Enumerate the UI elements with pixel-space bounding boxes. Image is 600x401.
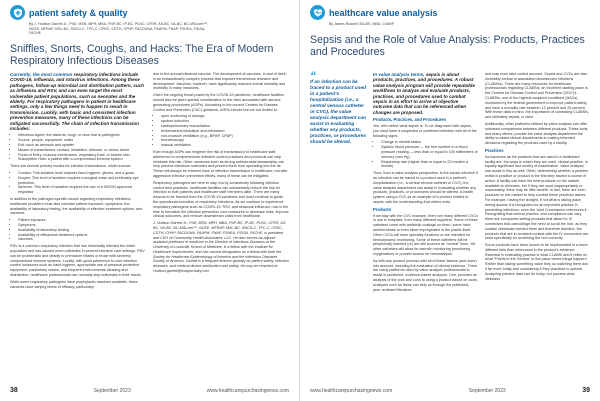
left-lead-paragraph <box>10 72 146 131</box>
issue-date: September 2023 <box>93 387 131 394</box>
list-item: • Systolic blood pressure — the first number in a blood pressure reading — less than or equal to 100 millimeters of mercury (mm Hg) <box>381 145 478 159</box>
shield-cross-icon <box>10 5 25 20</box>
quote-mark-icon: “ <box>310 69 316 83</box>
right-category-header <box>310 5 590 20</box>
left-lead-text: respiratory infections include COVID-19, influenza, and rotavirus infections. Among these pathogens, follow-up microbial and distribution pattern, such as influenza and RSV, and can even target the most vulnerable patient populations, such as neonates and the elderly. For respiratory pathogens in patient in healthcare settings, only a few things need to happen to result in transmission. Luckily, with basic and consistent infection prevention measures, many of these infections can be mitigated successfully. The chain of infection transmission includes: <box>10 72 144 132</box>
list-item: • bronchoscopy <box>161 138 289 143</box>
body-paragraph: RSV is a common respiratory infection that has historically infected the infant population and has caused more outbreaks in several intensive care settings. RSV can be problematic and deadly to premature infants or those with severely compromised immune systems. Luckily, with good adherence to core infection control measures such as hand hygiene, appropriate use of personal protective equipment, particularly masks, and frequent environmental cleaning and disinfection, healthcare professionals can normally stop outbreaks in their tracks. <box>10 244 145 277</box>
section-heading: Practices <box>485 147 504 153</box>
left-category-header <box>10 5 289 20</box>
right-article-title: Sepsis and the Role of Value Analysis: Products, Practices and Procedures <box>310 33 585 58</box>
right-article-body <box>310 69 590 294</box>
list-item: • Vaccines <box>18 237 146 242</box>
issue-date: September 2023 <box>468 387 506 394</box>
sepsis-signs-list <box>373 140 478 169</box>
chain-of-infection-list <box>10 133 146 162</box>
pull-quote-text: If an infection can be traced to a product used in a patient's hospitalization (i.e., a central venous catheter or CVC), the value analysis department can assist in evaluating whether any products, practices, or procedures should be altered. <box>310 80 366 145</box>
list-item: • manual ventilation <box>161 143 289 148</box>
list-item: • cardiopulmonary resuscitation <box>161 124 289 129</box>
website-link[interactable]: www.healthcarepurchasingnews.com <box>206 387 289 394</box>
right-lead-text: sepsis is about products, practices, and procedures. A robust value analysis program will provide repeatable workflows to analyze and evaluate products, practices, and procedures used to combat sepsis in an effort to arrive at objective outcome data that can be referenced when changes are proposed. <box>373 72 475 115</box>
right-page-footer <box>310 387 590 394</box>
list-item: • Exit: such as aerosols and splatter <box>18 143 146 148</box>
right-column-2 <box>485 72 590 294</box>
body-paragraph: As with any product process with all of these factors (and more) into account, including the evaluation of clinical evidence. There are many platforms used by value analysis professionals to assist in published, evidence-based analyses. One, provides an analysis of the pros and cons to using a product based on costs. Analyses such as these can help us through the published, peer-reviewed literature <box>373 258 478 292</box>
right-byline: By James Russell, BA-BS, MBA, CVAHP <box>329 22 395 26</box>
list-item: • Means of transmission: contact, inhalation, airborne, or vector-borne <box>18 148 146 153</box>
considerations-list <box>10 218 146 242</box>
right-category-label: healthcare value analysis <box>329 7 438 18</box>
right-lead-paragraph <box>373 72 478 115</box>
list-item: • Symptoms <box>18 223 146 228</box>
list-item: • Portal of Entry: mucous membranes, respiratory tract, or broken skin <box>18 153 146 158</box>
left-lead-kicker: Currently, the most common <box>10 72 73 77</box>
transmission-modes-list <box>10 171 146 195</box>
body-paragraph: and may even take control account. Sepsis and CVCs are also incredibly central to associated bloodstream infections (CLABSIs). There are many resources for healthcare professionals regarding CLABSIs; an excellent starting place is the Centers for Disease Control and Prevention (CDC)'s CLABSIs, one of the highest-acquired conditions (HACs) monitored by the federal government to improve patient safety, and have a mortality rate between 12 percent and 25 percent. With these data in mind, the importance of combating CLABSIs, and ultimately sepsis, is clear. <box>485 72 590 120</box>
list-item: • Patient exposure <box>18 218 146 223</box>
list-item: • Change in mental status <box>381 140 478 145</box>
body-paragraph: Yes, let's define what sepsis is. To be diagnosed with sepsis, you must have a suspected or confirmed infection with all of the following signs: <box>373 124 477 138</box>
body-paragraph: As important as the products that are used in a healthcare facility are, the ways in which they are used, clinical practice, is equally significant and worthy of examination. Value analysis can assist in this as well. Often, determining whether a problem exists in practice or product is the first step toward a course of action. A facility can have the best products on the market available to clinicians, but if they are used inappropriately or inaccurately, there may be little benefit. In fact, there are even products on the market to help combat these practices issues. For example, having the straight, if not what is taking place during access it is recognized as an important practice in preventing infections, even the Joint Commission references it. Recognizing that clinical practice, and compliance can vary, there are companies selling products that attach to IV connectors that camouflage the need to scrub the hub, as they contain chemicals needed there and therefore disinfect, the products that are in constant contact with the IV connectors are used specifically for scrubbing the hub correctly. <box>485 154 589 241</box>
body-paragraph: Respiratory pathogens are here to stay, but by consistently following infection control best practices, healthcare facilities can substantially reduce the risk for infection to both patients and healthcare staff members alike. There are many lessons to be learned from the COVID-19 pandemic and must continue to guide the operational execution of respiratory infections. As we continue to experience respiratory pathogens such as COVID-19, RSV, and seasonal influenza, now is the time to formalize the infection prevention core measures to decrease risks, improve clinical outcomes, and remove downstream costs from healthcare. <box>153 180 289 219</box>
list-item: • Airborne: This level of isolation requires the use of a NIOSH-approved respirator. <box>18 185 146 195</box>
right-page <box>300 0 600 401</box>
body-paragraph: Given the ongoing threat posed by the COVID-19 pandemic, healthcare facilities should also be given special consideration to the risks associated with aerosol-generating procedures (AGPs). According to the current Centers for Disease Control and Prevention (CDC) guidance, AGPs include but are not limited to: <box>153 93 284 112</box>
list-item: • Infectious Agent: the bacteria, fungi, or virus that is pathogenic <box>18 133 146 138</box>
list-item: • sputum induction <box>161 119 289 124</box>
body-paragraph: In addition to the pathogen-specific issues regarding respiratory infections, healthcare providers must also consider patient exposure, symptoms, the availability of laboratory testing, the availability of effective treatment options, and vaccines. <box>10 197 143 216</box>
body-paragraph: If we stay with the CVC example, there are many different CVCs in use in hospitals, from many different suppliers. Some of these catheters come with antibiotic coatings on them, some have antimicrobials or even silver impregnated in the plastic itself. Other CVCs will have specialty functions or are intended for hemodynamic monitoring. Some of these catheters will be peripherally inserted (or) are still sourced as "central" lines. Yet other catheters will allow for warm/in monitoring (monitoring oxygenation) or provide access for hemodialysis. <box>373 213 478 256</box>
agp-list <box>153 114 289 148</box>
body-paragraph: While some respiratory pathogens have prophylactic vaccines available, these vaccines have varying levels of efficacy, particularly <box>10 279 138 289</box>
left-column-2 <box>153 72 289 291</box>
left-column-1 <box>10 72 146 291</box>
list-item: • Susceptible Host: a patient with a compromised immune system <box>18 157 146 162</box>
list-item: • non-invasive ventilation (e.g., BiPAP, CPAP) <box>161 134 289 139</box>
body-paragraph: Even though AGPs can heighten the risk of transmission to healthcare staff, adherence to comprehensive infection control practices and protocols can help eliminate this risk. Other measures such as strong antimicrobial stewardship can help prevent infectious outbreaks and prevent them from spreading into the air. These will always be inherent risks of infection transmission in healthcare, but with aggressive infection prevention efforts, many of these can be mitigated. <box>153 149 288 178</box>
list-item: • Droplet: This level of isolation requires a surgical mask and preferably eye protection. <box>18 176 146 186</box>
author-bio: J. Hudson Garrett Jr., PhD, MSN, MPH, MBA, FNP-BC, IP-BC, PLNC, CFER, AS-BC, VA-BC, BC-MSLcert™, NCEE, MFRAP, MSL-BC, SNCD-C, TFC-C, CPDC, CDTH, CPHP, FACDONA, FAAPM, FNAP, FSHEA, FIDSA, FACHE, is president and CEO of Community Health Associates, LLC. He also serves as adjunct assistant professor of medicine in the Division of Infectious Diseases at the University of Louisville School of Medicine, is a fellow with the Institute for Healthcare Improvement, and has earned designation as a fellow with both the Society for Healthcare Epidemiology of America and the Infectious Diseases Society of America. Garrett is a frequent lecturer globally on patient safety, infection diseases, and medical device sterilization and safety. He may be reached at: Hudson.garrett@hsiquicmuity.com <box>153 221 289 274</box>
left-article-title: Sniffles, Snorts, Coughs, and Hacks: The Era of Modern Respiratory Infectious Diseases <box>10 42 274 67</box>
page-number: 38 <box>10 387 18 394</box>
page-number: 39 <box>582 387 590 394</box>
pull-quote <box>310 69 366 294</box>
list-item: • Respiratory rate (higher than or equal to 22 breaths a minute) <box>381 160 478 170</box>
left-page-footer <box>10 387 289 394</box>
body-paragraph: Additionally, other platforms utilized by value analysis can offer unbiased comparisons between different products. These tools, and many others, provide the value analysis department the ability to assist clinical departments in making informed decisions regarding the products used by a facility. <box>485 121 589 146</box>
list-item: • Availability of laboratory testing <box>18 228 146 233</box>
list-item: • Source: people, equipment, water <box>18 138 146 143</box>
body-paragraph: Thus, from a value analysis perspective, is the sepsis infection if an infection can be traced to a product used in a patient's hospitalization (i.e., a central venous catheter or CVC), the value analysis department can assist in evaluating whether any products, practices, or procedures should be altered. A health system using a CVC as an example of a product related to sepsis, with the understanding that others exist. <box>373 171 478 204</box>
left-category-label: patient safety & quality <box>29 7 128 18</box>
section-heading: Products, Practices, and Procedures <box>373 117 447 123</box>
list-item: • open suctioning of airways <box>161 114 289 119</box>
left-byline: By J. Hudson Garrett Jr., PhD, MSN, MPH, MBA, FNP-BC, IP-BC, PLNC, CFER, AS-BC, VA-BC, BC-MSLcert™, NCEE, MFRAP, MSL-BC, SNCD-C, TFC-C, CPDC, CDTH, CPHP, FACDONA, FAAPM, FNAP, FSHEA, FIDSA, FACHE <box>29 22 209 36</box>
list-item: • Contact: This isolation level requires hand hygiene, gloves, and a gown. <box>18 171 146 176</box>
list-item: • endotracheal intubation and extubation <box>161 129 289 134</box>
left-article-body <box>10 72 289 291</box>
body-paragraph: Some products have been known to be implemented in a more different fails than referenced in the product's evidence. Essential in evaluating practice is what CLABSI and it relies on what "Points to the Gemba" or the place where things happen! Rather than taking something value they do watching them don it far more today and considering if they practices is optimal. Analyzing practice data can be tricky, but process what clinicians <box>485 243 589 281</box>
heart-pulse-icon <box>310 5 325 20</box>
right-column-1 <box>373 72 478 294</box>
right-lead-kicker: In value analysis terms, <box>373 72 425 77</box>
body-paragraph: There are several primary modes for infection transmission, which include: <box>10 164 132 169</box>
list-item: • Availability of efficacious treatment options <box>18 233 146 238</box>
website-link[interactable]: www.healthcarepurchasingnews.com <box>310 387 393 394</box>
body-paragraph: due to the annual influenza vaccine. The development of vaccines, in and of itself, is an extraordinarily complex process that requires tremendous research and development. Vaccines, however, have significantly reduced overall mortality and morbidity in many instances. <box>153 72 287 91</box>
section-heading: Products <box>373 206 392 212</box>
